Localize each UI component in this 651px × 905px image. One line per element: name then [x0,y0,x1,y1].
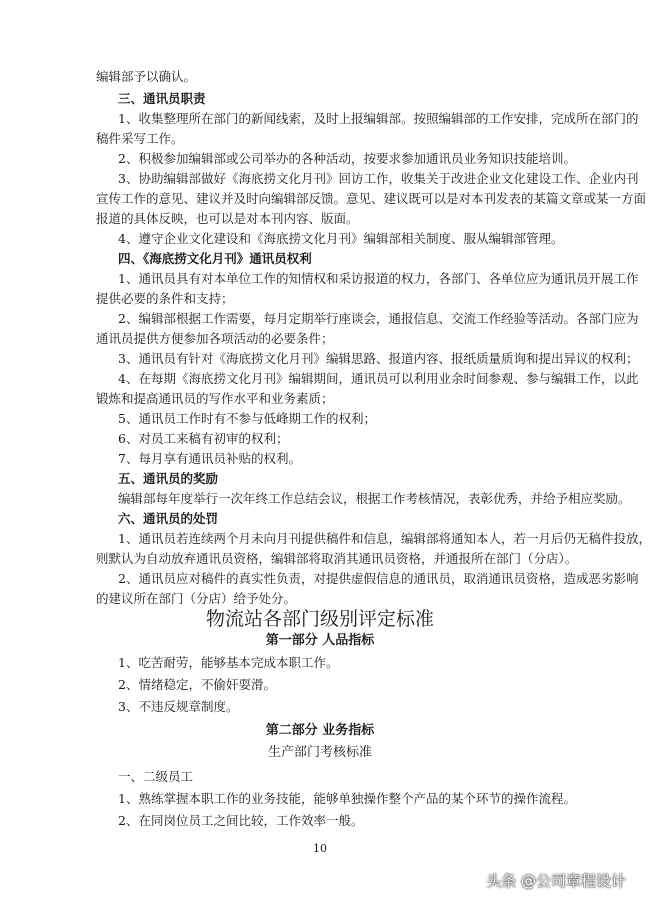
text-line: 3、协助编辑部做好《海底捞文化月刊》回访工作，收集关于改进企业文化建设工作、企业内刊 [118,171,639,186]
text-line: 6、对员工来稿有初审的权利； [118,431,289,446]
list-item: 1、吃苦耐劳，能够基本完成本职工作。 [118,655,339,670]
section-heading: 五、通讯员的奖励 [118,471,219,486]
text-line: 5、通讯员工作时有不参与低峰期工作的权利； [118,411,376,426]
list-item: 2、在同岗位员工之间比较，工作效率一般。 [118,813,364,828]
text-line: 4、遵守企业文化建设和《海底捞文化月刊》编辑部相关制度、服从编辑部管理。 [118,231,564,246]
section-heading: 六、通讯员的处罚 [118,511,219,526]
text-line: 1、通讯员若连续两个月未向月刊提供稿件和信息，编辑部将通知本人，若一月后仍无稿件投放， [118,531,651,546]
text-line: 3、通讯员有针对《海底捞文化月刊》编辑思路、报道内容、报纸质量质询和提出异议的权利； [118,351,639,366]
list-item: 1、熟练掌握本职工作的业务技能，能够单独操作整个产品的某个环节的操作流程。 [118,791,576,806]
section-title: 物流站各部门级别评定标准 [205,608,434,630]
part1-title: 第一部分 人品指标 [265,633,375,648]
section-heading: 四、《海底捞文化月刊》通讯员权利 [118,251,312,266]
text-line: 的建议所在部门（分店）给予处分。 [96,591,297,606]
part2-subtitle: 生产部门考核标准 [267,745,372,760]
text-line: 1、通讯员具有对本单位工作的知情权和采访报道的权力，各部门、各单位应为通讯员开展工作 [118,271,639,286]
text-line: 7、每月享有通讯员补贴的权利。 [118,451,301,466]
section-heading: 三、通讯员职责 [118,91,206,106]
text-line: 稿件采写工作。 [96,131,184,146]
text-line: 通讯员提供方便参加各项活动的必要条件； [96,331,334,346]
part2-title: 第二部分 业务指标 [265,723,375,738]
text-line: 锻炼和提高通讯员的写作水平和业务素质； [96,391,334,406]
text-line: 编辑部每年度举行一次年终工作总结会议，根据工作考核情况，表彰优秀，并给予相应奖励。 [118,491,631,506]
text-line: 2、编辑部根据工作需要，每月定期举行座谈会，通报信息、交流工作经验等活动。各部门应为 [118,311,639,326]
list-item: 2、情绪稳定，不偷奸耍滑。 [118,677,276,692]
text-line: 报道的具体反映，也可以是对本刊内容、版面。 [96,211,359,226]
list-item: 3、不违反规章制度。 [118,699,239,714]
watermark: 头条 @公司章程设计 [486,872,626,890]
text-line: 2、通讯员应对稿件的真实性负责，对提供虚假信息的通讯员，取消通讯员资格，造成恶劣影响 [118,571,639,586]
text-line: 宣传工作的意见、建议并及时向编辑部反馈。意见、建议既可以是对本刊发表的某篇文章或某一方面 [96,191,647,206]
list-item: 一、二级员工 [118,769,194,784]
text-line: 则默认为自动放弃通讯员资格，编辑部将取消其通讯员资格，并通报所在部门（分店）。 [96,551,578,566]
text-line: 提供必要的条件和支持； [96,291,234,306]
text-line: 4、在每期《海底捞文化月刊》编辑期间，通讯员可以利用业余时间参观、参与编辑工作，以此 [118,371,639,386]
page-number: 10 [313,842,327,855]
text-line: 编辑部予以确认。 [96,69,197,84]
text-line: 1、收集整理所在部门的新闻线索，及时上报编辑部。按照编辑部的工作安排，完成所在部门的 [118,111,639,126]
text-line: 2、积极参加编辑部或公司举办的各种活动，按要求参加通讯员业务知识技能培训。 [118,151,576,166]
